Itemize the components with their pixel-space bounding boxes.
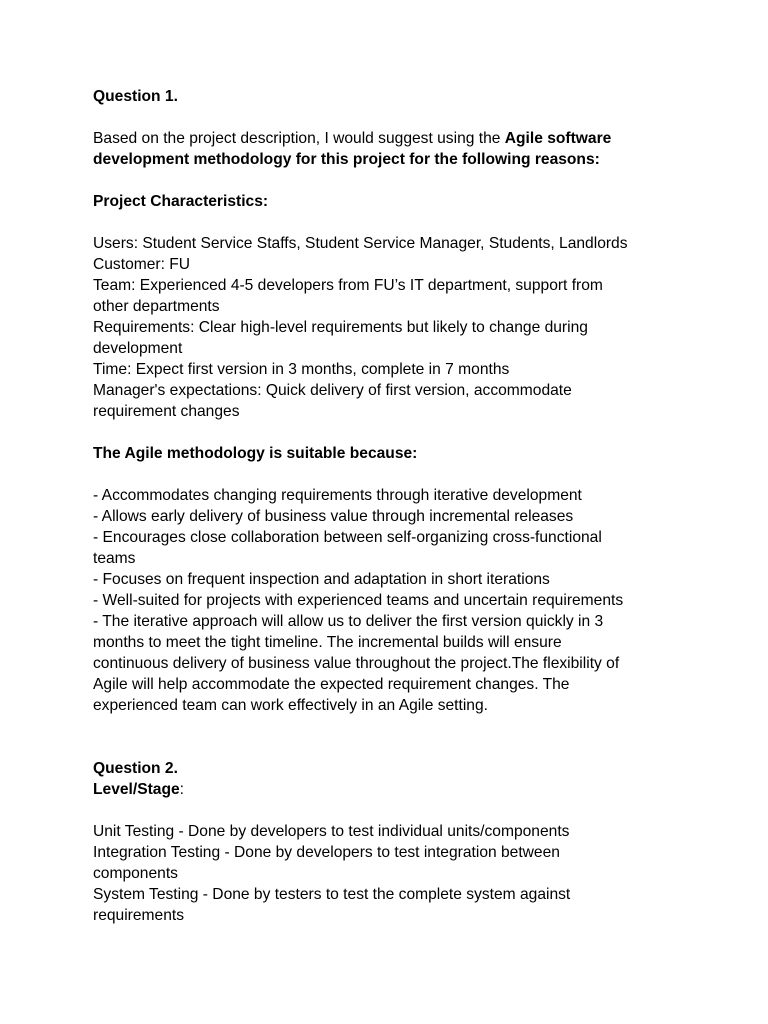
- characteristic-line: Requirements: Clear high-level requirements but likely to change during: [93, 319, 588, 336]
- reason-line: - Encourages close collaboration between self-organizing cross-functional: [93, 529, 602, 546]
- reason-line: - Focuses on frequent inspection and adaptation in short iterations: [93, 571, 550, 588]
- document-page: [93, 86, 713, 926]
- reason-line: Agile will help accommodate the expected requirement changes. The: [93, 676, 570, 693]
- reason-line: experienced team can work effectively in an Agile setting.: [93, 697, 488, 714]
- reason-line: months to meet the tight timeline. The incremental builds will ensure: [93, 634, 562, 651]
- characteristic-line: requirement changes: [93, 403, 240, 420]
- level-stage-colon: :: [179, 781, 185, 798]
- reason-line: continuous delivery of business value throughout the project.The flexibility of: [93, 655, 620, 672]
- q1-intro-bold-2: development methodology for this project for the following reasons:: [93, 151, 600, 168]
- characteristics-heading: Project Characteristics:: [93, 193, 269, 210]
- level-stage-label: Level/Stage: [93, 781, 180, 798]
- reason-line: teams: [93, 550, 136, 567]
- q1-intro-line-1: [93, 128, 713, 149]
- level-stage-heading: [93, 779, 713, 800]
- reason-line: - Accommodates changing requirements through iterative development: [93, 487, 582, 504]
- spacer: [93, 800, 713, 821]
- spacer: [93, 422, 713, 443]
- spacer: [93, 107, 713, 128]
- testing-level-line: components: [93, 865, 178, 882]
- characteristic-line: development: [93, 340, 183, 357]
- question-1-heading: Question 1.: [93, 88, 178, 105]
- characteristic-line: Users: Student Service Staffs, Student Service Manager, Students, Landlords: [93, 235, 628, 252]
- spacer: [93, 170, 713, 191]
- reason-line: - The iterative approach will allow us to deliver the first version quickly in 3: [93, 613, 604, 630]
- spacer: [93, 212, 713, 233]
- characteristic-line: Manager's expectations: Quick delivery of first version, accommodate: [93, 382, 572, 399]
- q1-intro-bold-1: Agile software: [504, 130, 612, 147]
- question-2-heading: Question 2.: [93, 760, 178, 777]
- spacer: [93, 464, 713, 485]
- characteristic-line: Time: Expect first version in 3 months, complete in 7 months: [93, 361, 510, 378]
- characteristic-line: Team: Experienced 4-5 developers from FU’s IT department, support from: [93, 277, 603, 294]
- testing-level-line: Unit Testing - Done by developers to test individual units/components: [93, 823, 570, 840]
- testing-level-line: System Testing - Done by testers to test the complete system against: [93, 886, 571, 903]
- suitable-heading: The Agile methodology is suitable because:: [93, 445, 418, 462]
- testing-level-line: requirements: [93, 907, 185, 924]
- reason-line: - Well-suited for projects with experienced teams and uncertain requirements: [93, 592, 624, 609]
- characteristic-line: other departments: [93, 298, 220, 315]
- q1-intro-plain: Based on the project description, I would suggest using the: [93, 130, 505, 147]
- spacer: [93, 716, 713, 758]
- reason-line: - Allows early delivery of business value through incremental releases: [93, 508, 574, 525]
- characteristic-line: Customer: FU: [93, 256, 191, 273]
- testing-level-line: Integration Testing - Done by developers to test integration between: [93, 844, 560, 861]
